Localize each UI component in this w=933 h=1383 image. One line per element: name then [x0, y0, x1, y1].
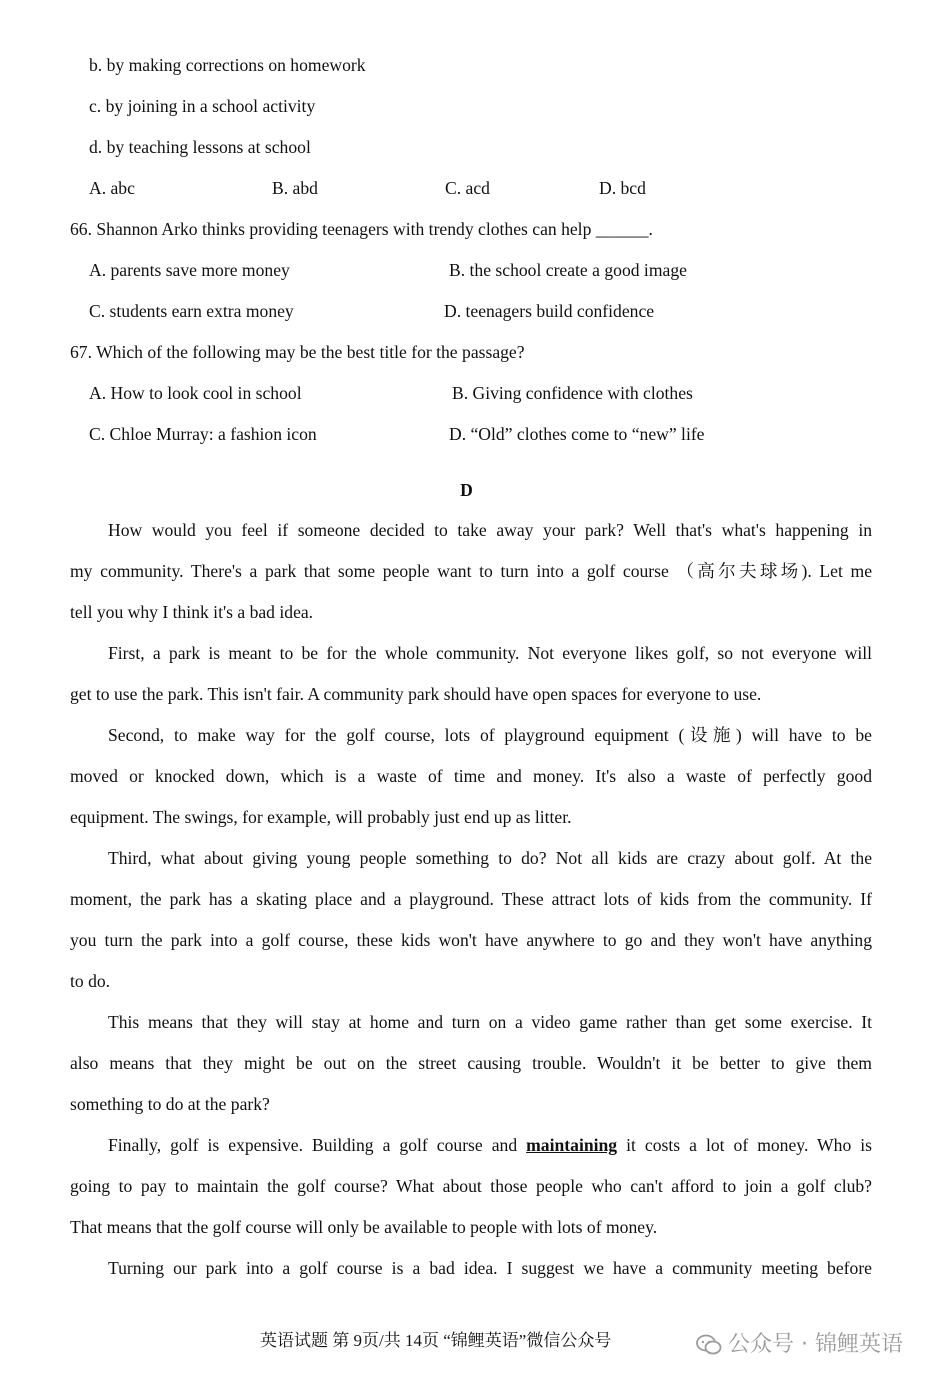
- watermark-text: 公众号 · 锦鲤英语: [728, 1332, 903, 1357]
- q67-option-d: D. “Old” clothes come to “new” life: [449, 424, 705, 444]
- passage-line: moved or knocked down, which is a waste of time and money. It's also a waste of perfectly good: [70, 766, 872, 786]
- passage-line: to do.: [70, 971, 111, 991]
- q67-option-b: B. Giving confidence with clothes: [452, 383, 693, 403]
- q67-stem: 67. Which of the following may be the best title for the passage?: [70, 342, 525, 362]
- passage-line: get to use the park. This isn't fair. A community park should have open spaces for everyone to use.: [70, 684, 762, 704]
- q65-item-c: c. by joining in a school activity: [89, 96, 316, 116]
- passage-line: Third, what about giving young people something to do? Not all kids are crazy about golf. At the: [108, 848, 872, 868]
- q67-option-a: A. How to look cool in school: [89, 383, 302, 403]
- q65-option-d: D. bcd: [599, 178, 646, 198]
- watermark: [696, 1331, 903, 1359]
- passage-line: also means that they might be out on the street causing trouble. Wouldn't it be better to give them: [70, 1053, 872, 1073]
- passage-line: tell you why I think it's a bad idea.: [70, 602, 314, 622]
- q66-option-c: C. students earn extra money: [89, 301, 294, 321]
- passage-line: equipment. The swings, for example, will probably just end up as litter.: [70, 807, 572, 827]
- q65-item-b: b. by making corrections on homework: [89, 55, 366, 75]
- q65-option-a: A. abc: [89, 178, 135, 198]
- passage-line: you turn the park into a golf course, these kids won't have anywhere to go and they won't have anything: [70, 930, 872, 950]
- q67-option-c: C. Chloe Murray: a fashion icon: [89, 424, 317, 444]
- wechat-icon: [696, 1334, 722, 1356]
- q66-option-d: D. teenagers build confidence: [444, 301, 655, 321]
- passage-line: How would you feel if someone decided to take away your park? Well that's what's happening in: [108, 520, 872, 540]
- passage-line: This means that they will stay at home and turn on a video game rather than get some exercise. It: [108, 1012, 872, 1032]
- q65-option-b: B. abd: [272, 178, 318, 198]
- passage-line: First, a park is meant to be for the whole community. Not everyone likes golf, so not everyone will: [108, 643, 872, 663]
- passage-line: That means that the golf course will only be available to people with lots of money.: [70, 1217, 658, 1237]
- passage-text: Finally, golf is expensive. Building a golf course and: [108, 1135, 527, 1155]
- q66-option-b: B. the school create a good image: [449, 260, 687, 280]
- passage-line: my community. There's a park that some people want to turn into a golf course （高尔夫球场). Let me: [70, 561, 872, 581]
- passage-line: [108, 1134, 872, 1156]
- passage-line: Second, to make way for the golf course, lots of playground equipment (设施) will have to be: [108, 725, 872, 745]
- page-footer: 英语试题 第 9页/共 14页 “锦鲤英语”微信公众号: [260, 1331, 612, 1350]
- section-title: D: [460, 480, 473, 500]
- passage-line: moment, the park has a skating place and a playground. These attract lots of kids from the community. If: [70, 889, 872, 909]
- passage-line: going to pay to maintain the golf course? What about those people who can't afford to join a golf club?: [70, 1176, 872, 1196]
- q66-stem: 66. Shannon Arko thinks providing teenagers with trendy clothes can help ______.: [70, 219, 653, 239]
- q66-option-a: A. parents save more money: [89, 260, 290, 280]
- q65-item-d: d. by teaching lessons at school: [89, 137, 311, 157]
- passage-line: Turning our park into a golf course is a bad idea. I suggest we have a community meeting before: [108, 1258, 872, 1278]
- underlined-word: maintaining: [526, 1135, 618, 1155]
- passage-line: something to do at the park?: [70, 1094, 270, 1114]
- passage-text: it costs a lot of money. Who is: [617, 1135, 872, 1155]
- q65-option-c: C. acd: [445, 178, 490, 198]
